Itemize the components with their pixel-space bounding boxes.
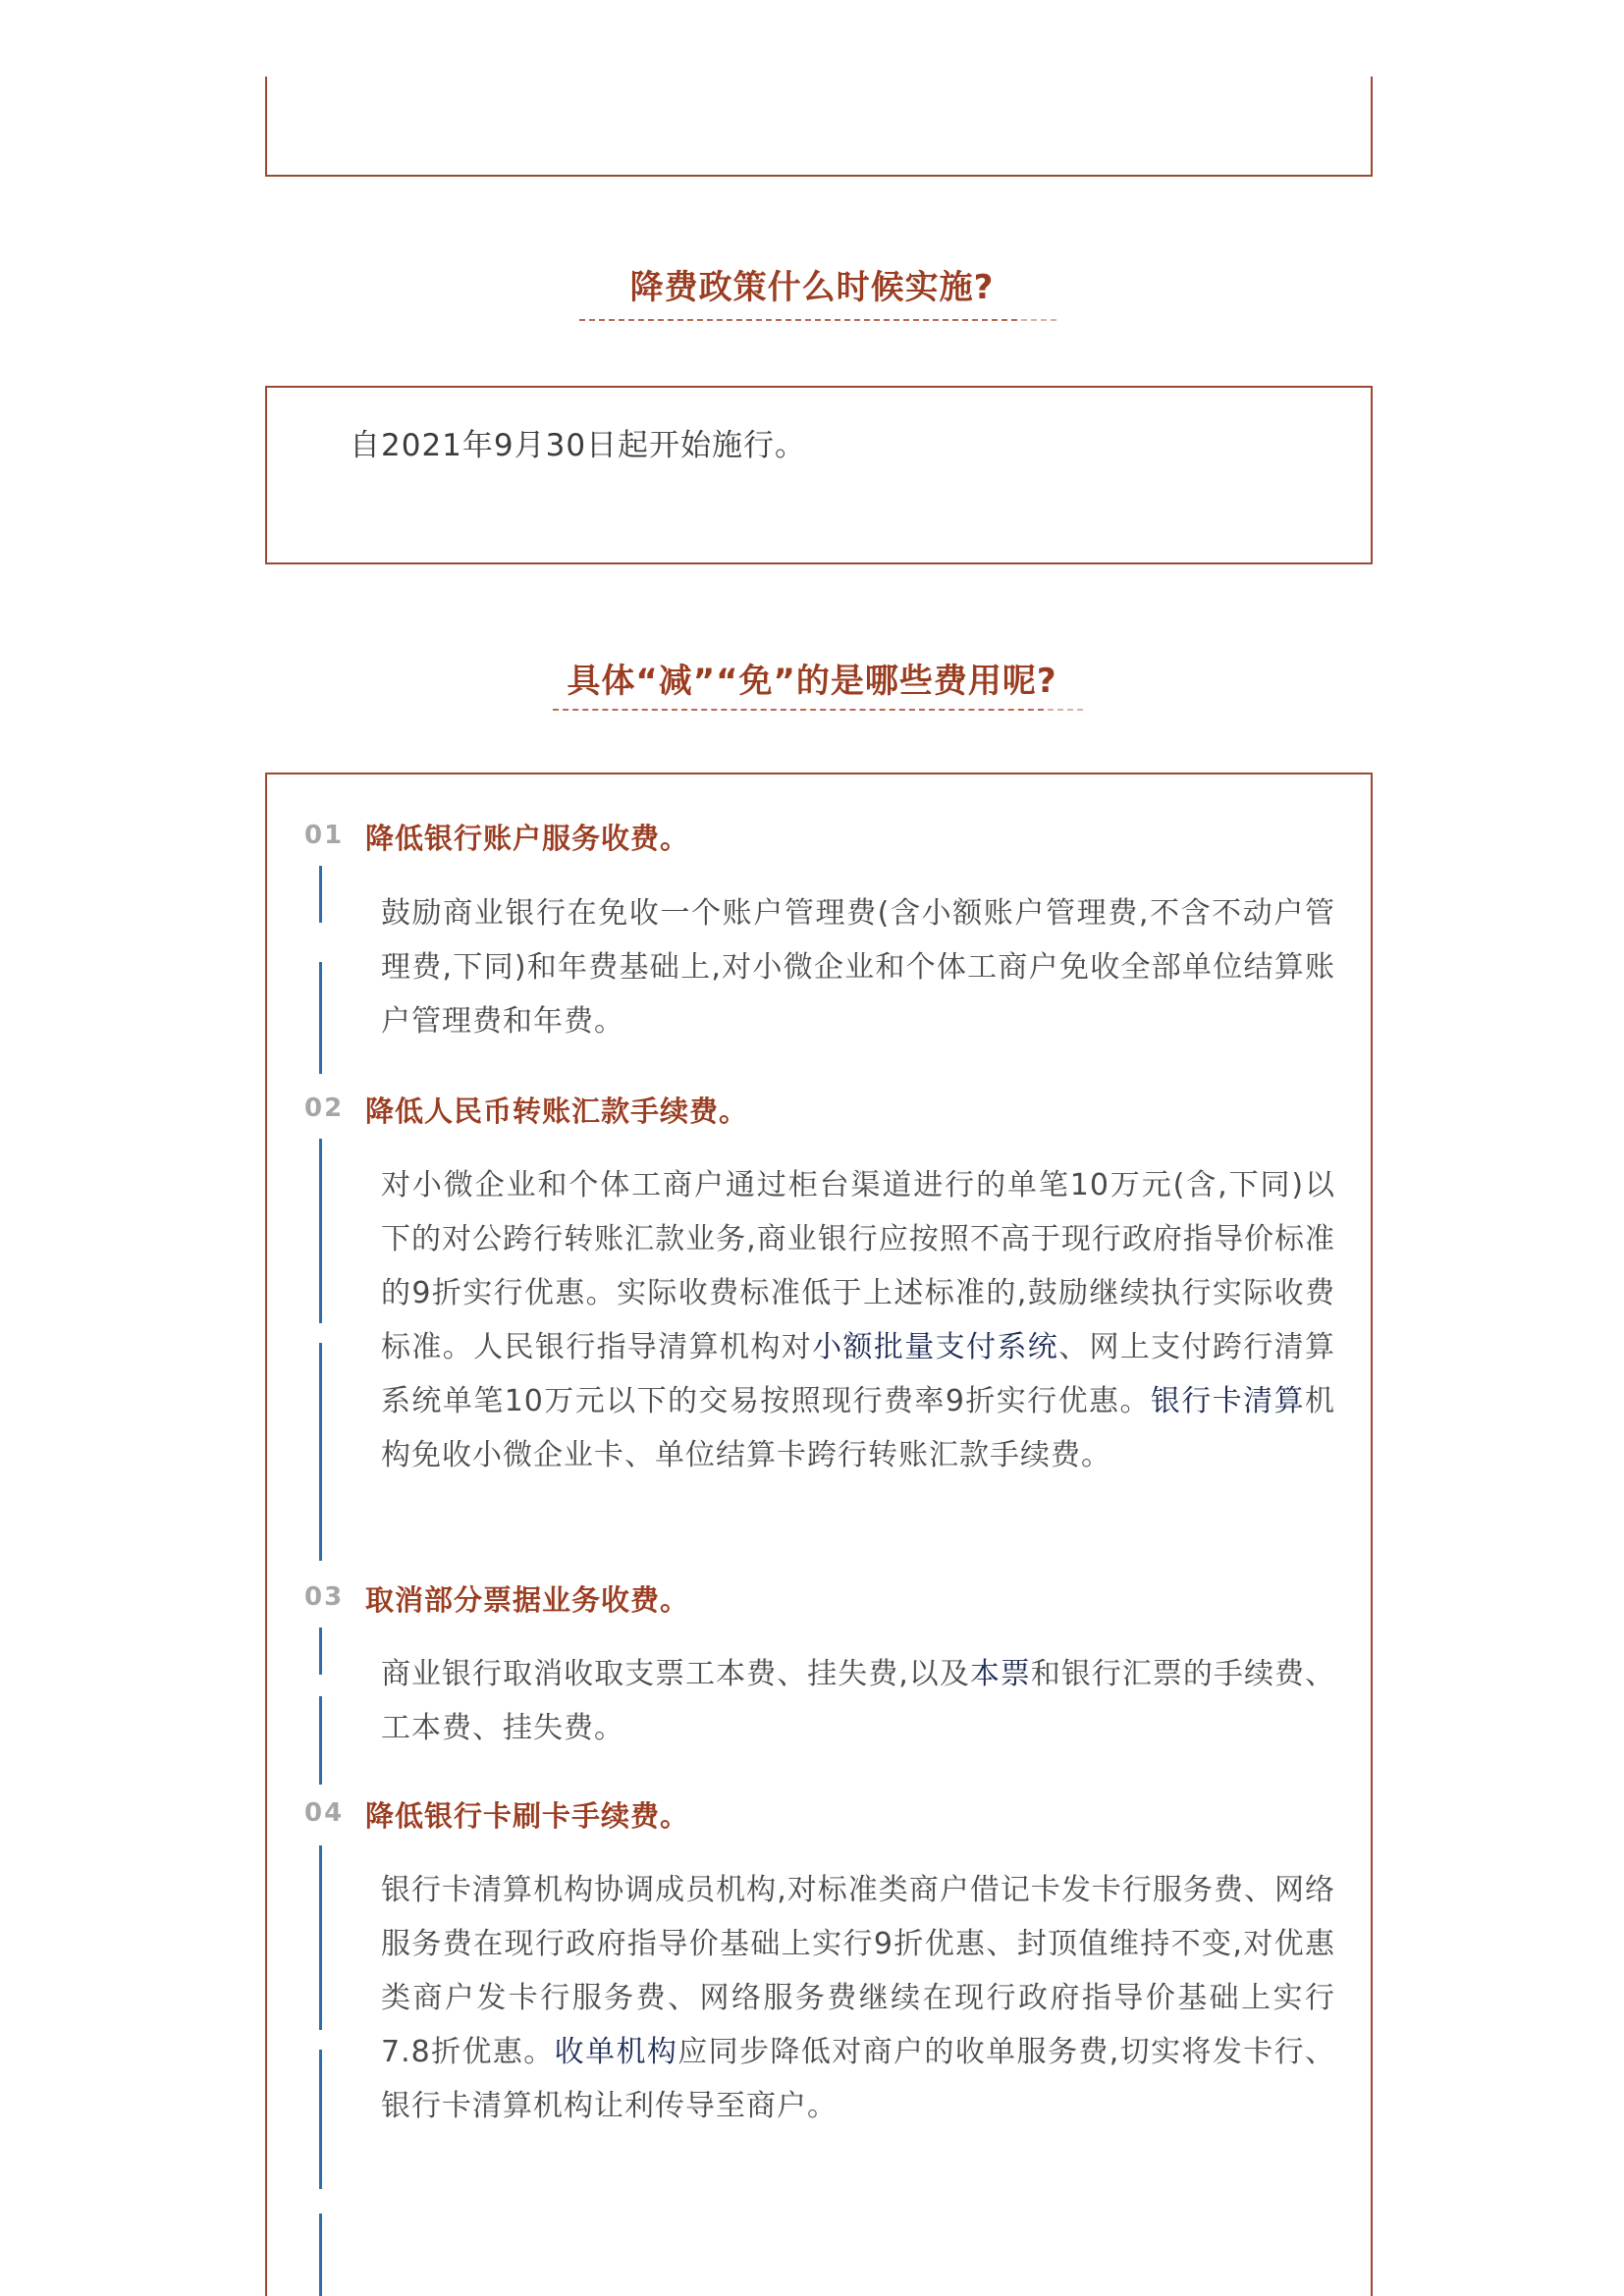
item-body-text: 和银行汇票的手续费、工本费、挂失费。	[381, 1657, 1335, 1745]
timeline-segment	[319, 1628, 322, 1675]
item-title: 降低银行卡刷卡手续费。	[365, 1799, 690, 1833]
link-small-batch-payment-system[interactable]: 小额批量支付系统	[812, 1330, 1059, 1364]
item-title: 降低人民币转账汇款手续费。	[365, 1095, 749, 1128]
item-title: 降低银行账户服务收费。	[365, 822, 690, 855]
implementation-date-text: 自2021年9月30日起开始施行。	[350, 428, 807, 463]
item-body: 鼓励商业银行在免收一个账户管理费(含小额账户管理费,不含不动户管理费,下同)和年费基础上,对小微企业和个体工商户免收全部单位结算账户管理费和年费。	[381, 896, 1335, 1039]
previous-section-box	[265, 77, 1373, 177]
item-body-text: 银行卡清算机构协调成员机构,对标准类商户借记卡发卡行服务费、网络服务费在现行政府指导价基础上实行9折优惠、封顶值维持不变,对优惠类商户发卡行服务费、网络服务费继续在现行政府指导价基础上实行7.8折优惠。	[381, 1873, 1335, 2069]
item-title: 取消部分票据业务收费。	[365, 1583, 690, 1617]
item-body	[381, 1647, 1335, 1755]
link-promissory-note[interactable]: 本票	[969, 1657, 1031, 1691]
title-underline-tail	[1021, 319, 1056, 321]
item-number: 04	[304, 1798, 345, 1828]
link-bank-card-clearing[interactable]: 银行卡清算	[1150, 1384, 1305, 1418]
title-underline	[579, 319, 1017, 321]
timeline-segment	[319, 866, 322, 923]
title-underline	[553, 709, 1044, 711]
link-acquiring-institution[interactable]: 收单机构	[554, 2035, 678, 2069]
item-number: 01	[304, 821, 345, 850]
timeline-segment	[319, 1343, 322, 1561]
timeline-segment	[319, 962, 322, 1074]
timeline-segment	[319, 1845, 322, 2030]
item-number: 03	[304, 1582, 345, 1612]
item-number: 02	[304, 1094, 345, 1123]
timeline-segment	[319, 2050, 322, 2189]
item-body-text: 应同步降低对商户的收单服务费,切实将发卡行、银行卡清算机构让利传导至商户。	[381, 2035, 1335, 2123]
item-body	[381, 1863, 1335, 2133]
item-body-text: 机构免收小微企业卡、单位结算卡跨行转账汇款手续费。	[381, 1384, 1335, 1472]
section-title-when: 降费政策什么时候实施?	[629, 268, 995, 307]
timeline-segment	[319, 1139, 322, 1323]
item-body-text: 、网上支付跨行清算系统单笔10万元以下的交易按照现行费率9折实行优惠。	[381, 1330, 1336, 1418]
title-underline-tail	[1048, 709, 1083, 711]
section-title-what: 具体“减”“免”的是哪些费用呢?	[567, 662, 1057, 701]
timeline-segment	[319, 2214, 322, 2296]
item-body-text: 商业银行取消收取支票工本费、挂失费,以及	[381, 1657, 970, 1691]
item-body-text: 对小微企业和个体工商户通过柜台渠道进行的单笔10万元(含,下同)以下的对公跨行转账汇款业务,商业银行应按照不高于现行政府指导价标准的9折实行优惠。实际收费标准低于上述标准的,鼓励继续执行实际收费标准。人民银行指导清算机构对	[381, 1168, 1335, 1364]
item-body	[381, 1158, 1335, 1482]
implementation-date-box	[265, 386, 1373, 564]
timeline-segment	[319, 1696, 322, 1785]
